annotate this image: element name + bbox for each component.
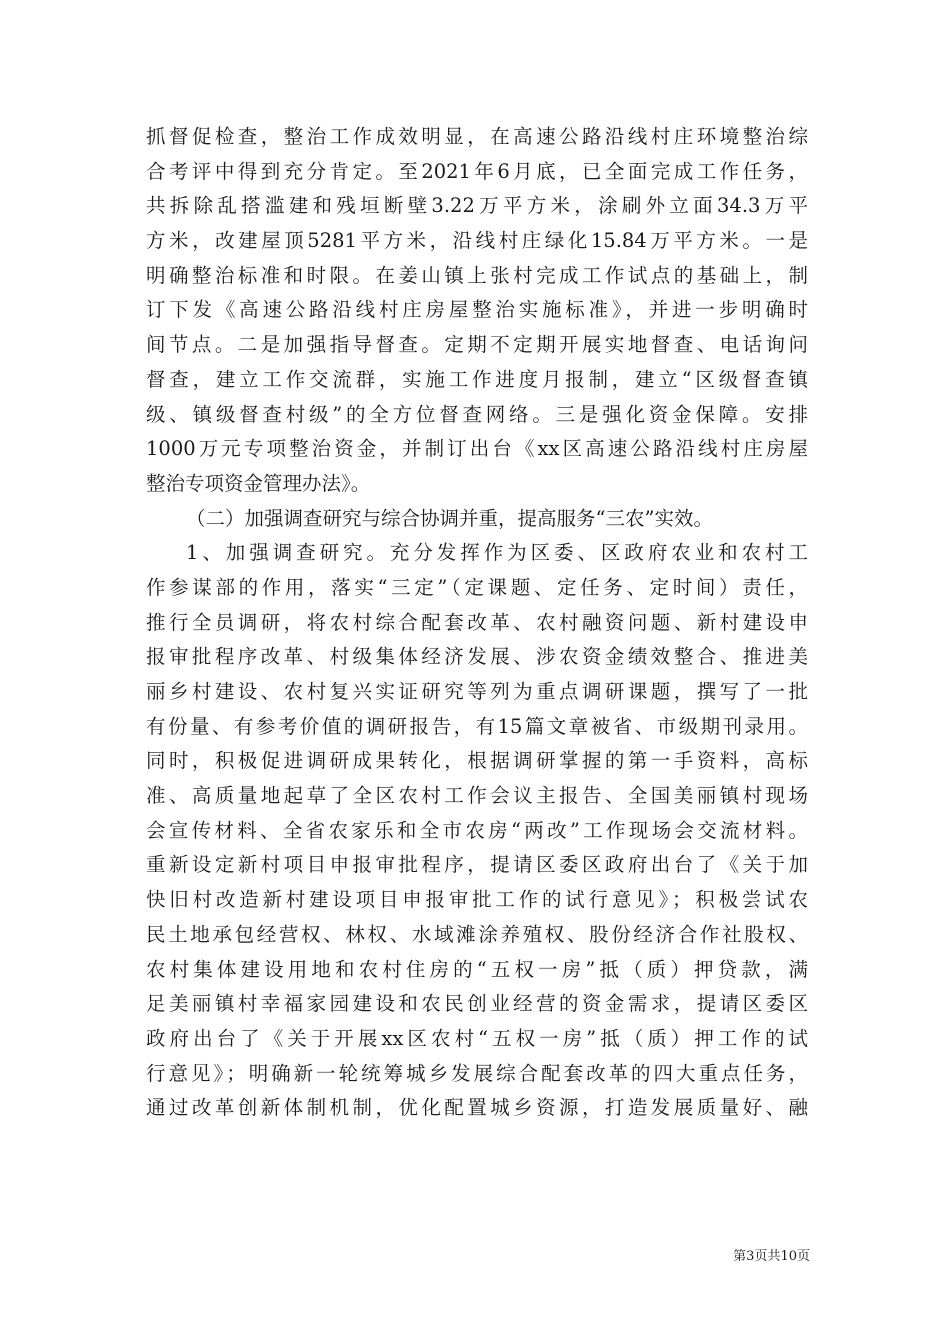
- section-heading: （二）加强调查研究与综合协调并重，提高服务“三农”实效。: [186, 506, 713, 530]
- text-line: 共拆除乱搭滥建和残垣断壁3.22万平方米，涂刷外立面34.3万平: [146, 194, 808, 218]
- text-line: 订下发《高速公路沿线村庄房屋整治实施标准》，并进一步明确时: [146, 298, 808, 322]
- body-text: [146, 120, 808, 1126]
- text-line: 同时，积极促进调研成果转化，根据调研掌握的第一手资料，高标: [146, 749, 808, 773]
- text-line: 作参谋部的作用，落实“三定”（定课题、定任务、定时间）责任，: [146, 575, 808, 599]
- text-line: 1、加强调查研究。充分发挥作为区委、区政府农业和农村工: [186, 541, 808, 565]
- text-line: 有份量、有参考价值的调研报告，有15篇文章被省、市级期刊录用。: [146, 714, 808, 738]
- page-number: 第3页共10页: [733, 1249, 810, 1264]
- text-line: 农村集体建设用地和农村住房的“五权一房”抵（质）押贷款，满: [146, 957, 808, 981]
- text-line: 级、镇级督查村级”的全方位督查网络。三是强化资金保障。安排: [146, 402, 808, 426]
- text-line: 1000万元专项整治资金，并制订出台《xx区高速公路沿线村庄房屋: [146, 437, 808, 461]
- text-line: 快旧村改造新村建设项目申报审批工作的试行意见》；积极尝试农: [146, 888, 808, 912]
- text-line: 报审批程序改革、村级集体经济发展、涉农资金绩效整合、推进美: [146, 645, 808, 669]
- text-line: 推行全员调研，将农村综合配套改革、农村融资问题、新村建设申: [146, 610, 808, 634]
- text-line: 重新设定新村项目申报审批程序，提请区委区政府出台了《关于加: [146, 853, 808, 877]
- text-line: 方米，改建屋顶5281平方米，沿线村庄绿化15.84万平方米。一是: [146, 229, 808, 253]
- text-line: 整治专项资金管理办法》。: [146, 471, 371, 495]
- text-line: 会宣传材料、全省农家乐和全市农房“两改”工作现场会交流材料。: [146, 818, 808, 842]
- text-line: 准、高质量地起草了全区农村工作会议主报告、全国美丽镇村现场: [146, 784, 808, 808]
- text-line: 丽乡村建设、农村复兴实证研究等列为重点调研课题，撰写了一批: [146, 680, 808, 703]
- text-line: 明确整治标准和时限。在姜山镇上张村完成工作试点的基础上，制: [146, 263, 808, 287]
- text-line: 合考评中得到充分肯定。至2021年6月底，已全面完成工作任务，: [146, 159, 808, 183]
- text-line: 民土地承包经营权、林权、水域滩涂养殖权、股份经济合作社股权、: [146, 922, 808, 946]
- text-line: 通过改革创新体制机制，优化配置城乡资源，打造发展质量好、融: [146, 1096, 808, 1120]
- text-line: 足美丽镇村幸福家园建设和农民创业经营的资金需求，提请区委区: [146, 992, 808, 1016]
- text-line: 行意见》；明确新一轮统筹城乡发展综合配套改革的四大重点任务，: [146, 1061, 808, 1085]
- text-line: 政府出台了《关于开展xx区农村“五权一房”抵（质）押工作的试: [146, 1026, 808, 1050]
- text-line: 抓督促检查，整治工作成效明显，在高速公路沿线村庄环境整治综: [146, 125, 808, 148]
- text-line: 间节点。二是加强指导督查。定期不定期开展实地督查、电话询问: [146, 333, 808, 357]
- text-line: 督查，建立工作交流群，实施工作进度月报制，建立“区级督查镇: [146, 367, 808, 391]
